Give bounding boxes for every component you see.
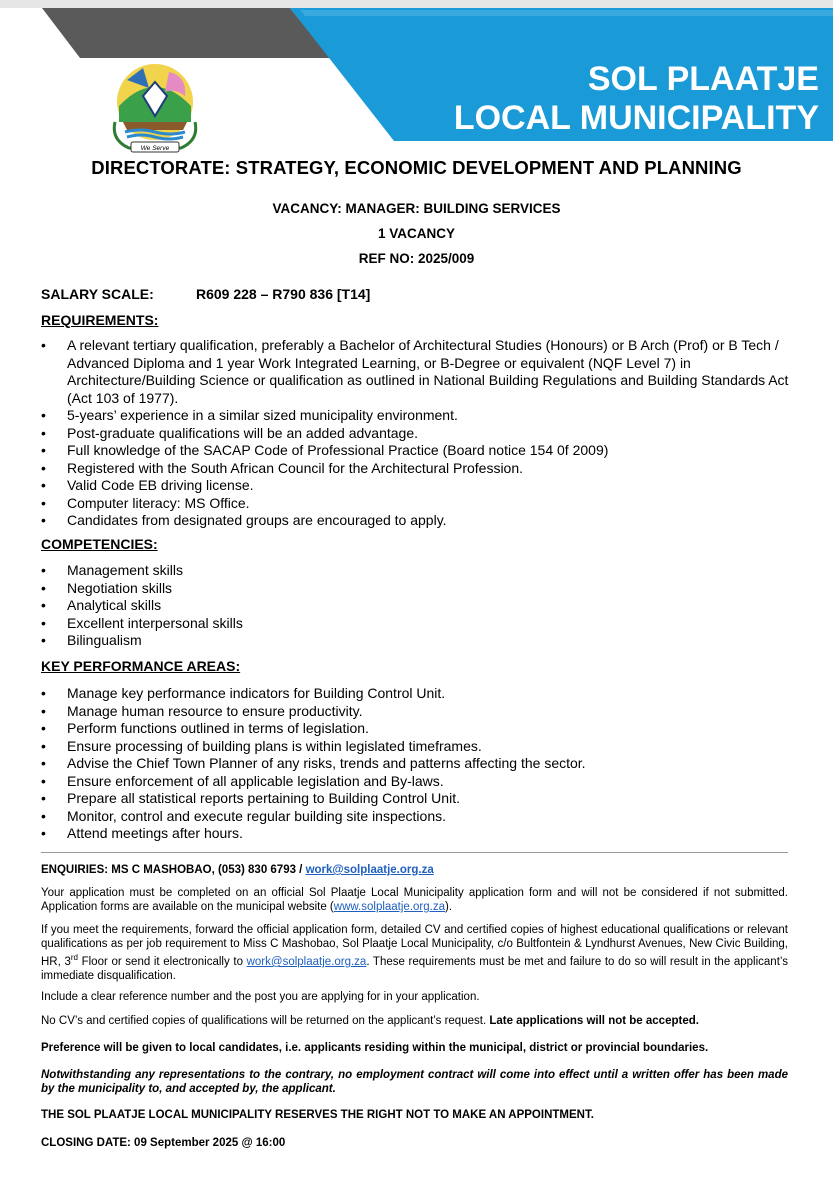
list-item: • Full knowledge of the SACAP Code of Professional Practice (Board notice 154 0f 2009) [41, 442, 796, 460]
list-item: • Computer literacy: MS Office. [41, 495, 796, 513]
list-item: • Excellent interpersonal skills [41, 615, 796, 633]
list-item: • Valid Code EB driving license. [41, 477, 796, 495]
banner-dark-band [42, 8, 330, 58]
submission-text-2: Floor or send it electronically to [77, 955, 247, 968]
crest-water-2 [127, 135, 183, 139]
municipality-name-line2: LOCAL MUNICIPALITY [453, 99, 819, 137]
list-item: • Ensure enforcement of all applicable legislation and By-laws. [41, 773, 796, 791]
list-item: • Bilingualism [41, 632, 796, 650]
returns-paragraph [41, 1014, 788, 1028]
ordinal-suffix: rd [70, 953, 78, 962]
submission-paragraph [41, 923, 788, 983]
requirements-heading: REQUIREMENTS: [41, 312, 159, 328]
municipality-name-line1: SOL PLAATJE [587, 60, 819, 98]
list-item: • Monitor, control and execute regular building site inspections. [41, 808, 796, 826]
list-item: • Prepare all statistical reports pertaining to Building Control Unit. [41, 790, 796, 808]
list-item: • Attend meetings after hours. [41, 825, 796, 843]
kpa-list [41, 685, 796, 843]
application-form-text: Your application must be completed on an official Sol Plaatje Local Municipality application form and will not be considered if not submitted. Application forms are available on the municipal website ( [41, 887, 788, 913]
reference-number: REF NO: 2025/009 [358, 251, 475, 266]
crest-band [123, 122, 187, 130]
submission-text: If you meet the requirements, forward the official application form, detailed CV and certified copies of highest educational qualifications or relevant qualifications as per job requirement to Miss C Mashobao, Sol Plaatje Local Municipality, c/o Bultfontein & Lyndhurst Avenues, New Civic Building, HR, 3 [41, 924, 788, 968]
list-item: • Manage key performance indicators for Building Control Unit. [41, 685, 796, 703]
list-item: • Perform functions outlined in terms of legislation. [41, 720, 796, 738]
vacancy-title: VACANCY: MANAGER: BUILDING SERVICES [272, 201, 561, 216]
competencies-heading: COMPETENCIES: [41, 536, 158, 552]
kpa-heading: KEY PERFORMANCE AREAS: [41, 658, 241, 674]
kpa-heading-text: KEY PERFORMANCE AREAS [41, 658, 236, 674]
municipality-name [399, 60, 819, 138]
appointment-rights-notice: THE SOL PLAATJE LOCAL MUNICIPALITY RESERVES THE RIGHT NOT TO MAKE AN APPOINTMENT. [41, 1109, 594, 1121]
requirements-list [41, 337, 796, 530]
submission-text-3: . These requirements must be met and failure to do so will result in the applicant’s immediate disqualification. [41, 955, 788, 982]
list-item: • Negotiation skills [41, 580, 796, 598]
banner-highlight [300, 10, 833, 16]
list-item: • Manage human resource to ensure productivity. [41, 703, 796, 721]
website-link[interactable]: www.solplaatje.org.za [333, 901, 445, 913]
reference-instruction: Include a clear reference number and the post you are applying for in your application. [41, 991, 480, 1003]
returns-text: No CV’s and certified copies of qualifications will be returned on the applicant’s request. [41, 1015, 490, 1027]
competencies-list [41, 562, 796, 650]
section-divider [41, 852, 788, 853]
list-item: • Candidates from designated groups are encouraged to apply. [41, 512, 796, 530]
municipal-crest-logo [105, 58, 205, 154]
vacancy-count: 1 VACANCY [377, 226, 455, 241]
crest-motto: We Serve [140, 145, 170, 152]
closing-date: CLOSING DATE: 09 September 2025 @ 16:00 [41, 1137, 286, 1149]
list-item: • Advise the Chief Town Planner of any risks, trends and patterns affecting the sector. [41, 755, 796, 773]
requirements-heading-text: REQUIREMENTS [41, 312, 154, 328]
list-item: • 5-years’ experience in a similar sized municipality environment. [41, 407, 796, 425]
salary-scale [41, 286, 371, 302]
list-item: • Analytical skills [41, 597, 796, 615]
directorate-heading: DIRECTORATE: STRATEGY, ECONOMIC DEVELOPMENT AND PLANNING [91, 157, 742, 178]
application-form-text-end: ). [445, 901, 453, 913]
letterhead [0, 8, 833, 152]
list-item: • A relevant tertiary qualification, preferably a Bachelor of Architectural Studies (Honours) or B Arch (Prof) or B Tech / Advanced Diploma and 1 year Work Integrated Learning, or B-Degree or equivalent (NQF Level 7) in Architecture/Building Science or qualification as outlined in National Building Regulations and Building Standards Act (Act 103 of 1977). [41, 337, 796, 407]
list-item: • Management skills [41, 562, 796, 580]
competencies-heading-text: COMPETENCIES [41, 536, 154, 552]
list-item: • Registered with the South African Council for the Architectural Profession. [41, 460, 796, 478]
list-item: • Post-graduate qualifications will be an added advantage. [41, 425, 796, 443]
application-form-paragraph [41, 886, 788, 914]
late-applications-notice: Late applications will not be accepted. [489, 1015, 699, 1027]
list-item: • Ensure processing of building plans is within legislated timeframes. [41, 738, 796, 756]
employment-disclaimer: Notwithstanding any representations to the contrary, no employment contract will come into effect until a written offer has been made by the municipality to, and accepted by, the applicant. [41, 1069, 788, 1095]
enquiries-text: ENQUIRIES: MS C MASHOBAO, (053) 830 6793 / [41, 864, 306, 876]
submission-email-link[interactable]: work@solplaatje.org.za [246, 955, 367, 968]
enquiries-line [41, 863, 788, 877]
preference-notice: Preference will be given to local candidates, i.e. applicants residing within the municipal, district or provincial boundaries. [41, 1042, 709, 1054]
salary-label: SALARY SCALE: [41, 286, 154, 302]
salary-value: R609 228 – R790 836 [T14] [196, 286, 371, 302]
enquiries-email-link[interactable]: work@solplaatje.org.za [305, 864, 434, 876]
top-strip [0, 0, 833, 8]
